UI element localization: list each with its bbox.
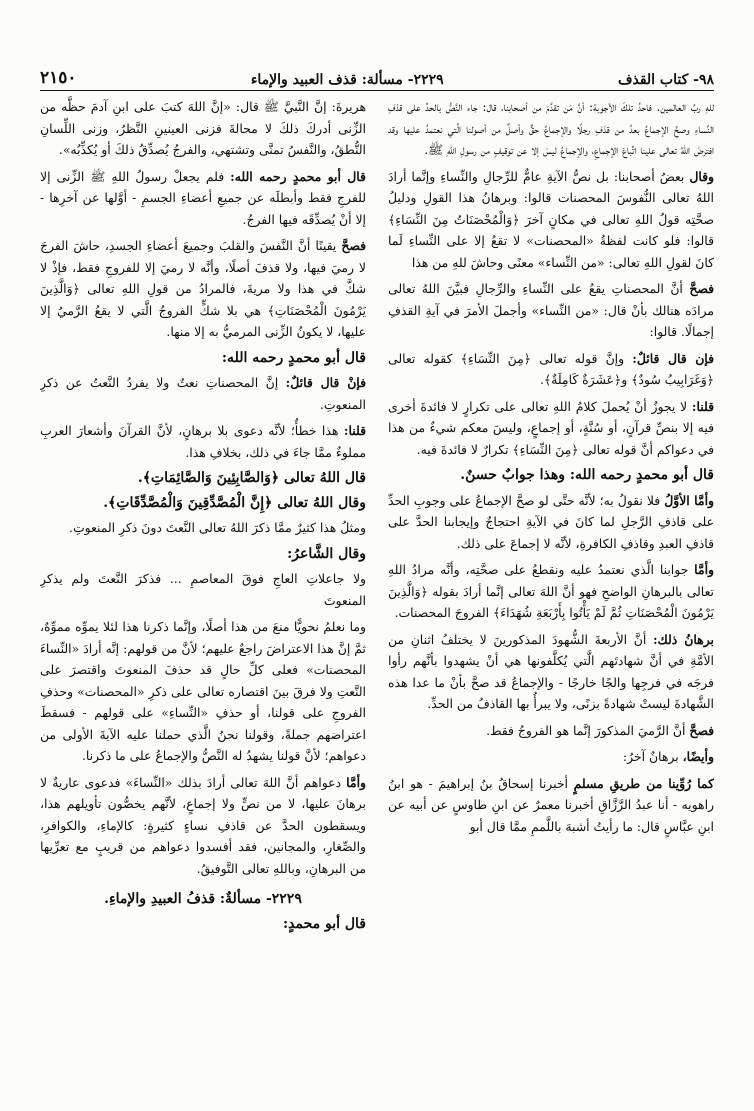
- paragraph-text: ولا جاعلاتِ العاجِ فوقَ المعاصمِ ... فذكرَ النَّعتَ ولم يذكرِ المنعوتَ: [40, 571, 366, 608]
- paragraph-lead-word: قال أبو محمدٍ رحمه الله:: [230, 168, 366, 184]
- paragraph-text: برهانٌ آخرُ:: [622, 749, 683, 764]
- section-heading: ٢٢٢٩- مسألةٌ: قذفُ العبيدِ والإماءِ.: [104, 891, 302, 907]
- paragraph-text: هذا خطأٌ؛ لأنَّه دعوى بلا برهانٍ، لأنَّ القرآنَ وأشعارَ العربِ مملوءٌ ممَّا جاءَ في ذلك، بخلافِ هذا.: [40, 423, 366, 460]
- paragraph: [40, 420, 366, 463]
- paragraph-text: دعواهم أنَّ اللهَ تعالى أرادَ بذلك «النِّساءَ» فدعوى عاريةٌ لا برهانَ عليها، لا من نصٍّ ولا إجماعٍ، لأنَّهم يخصُّون تأويلهم هذا، ويسقطون الحدَّ عن قاذفِ نساءٍ كثيرةٍ: كالإماءِ، والكوافرِ، والصِّغارِ، والمجانين، فقد أفسدوا دعواهم من قريبٍ مع تعرِّيها من البرهانِ، وباللهِ تعالى التَّوفيقُ.: [40, 774, 366, 876]
- paragraph-text: أنَّ الأربعةَ الشُّهودَ المذكورينَ لا يختلفُ اثنانِ من الأمَّةِ في أنَّ شهادتَهم الَّتي يُكلَّفونها هي أنْ يشهدوا بأنَّهم رأوا فرجَه في فرجِها والجًا خارجًا - والإجماعُ قد صحَّ بأنْ ما عدا هذه الشَّهادةَ ليستْ شهادةً بزنًى، ولا يبرأُ بها القاذفُ من الحدِّ.: [388, 631, 714, 711]
- paragraph: [388, 396, 714, 461]
- paragraph-lead-word: فصحَّ: [689, 722, 714, 738]
- paragraph-lead-word: فإن قال قائلٌ:: [632, 350, 714, 366]
- paragraph-text: إنَّ المحصناتِ نعتٌ ولا يفردُ النَّعتُ عن ذكرِ المنعوتِ.: [40, 375, 366, 412]
- paragraph: [40, 96, 366, 161]
- paragraph-text: وما نعلمُ نحويًّا منعَ من هذا أصلًا، وإنَّما ذكرنا هذا لئلا يموِّه مموِّهٌ، ثمَّ إنَّ هذا الاعتراضَ راجعٌ عليهم؛ لأنَّ من قولهم: إنَّه أرادَ «النِّساءَ المحصنات» فعلى كلِّ حالٍ قد حذفَ المنعوتَ واقتصرَ على النَّعتِ ولا فرقَ بينَ اقتصاره تعالى على ذكرِ «المحصنات» وحذفِ الفروجِ على قولنا، أو حذفِ «النِّساءِ» على قولهم - فسقطَ اعتراضهم جملةً، وقولنا نحنُ الَّذي حملنا عليه الآيةَ الأولى من دعواهم؛ لأنَّ قولنا يشهدُ له النَّصُّ والإجماعُ على ما ذكرنا.: [40, 619, 366, 763]
- paragraph: [388, 559, 714, 624]
- paragraph-lead-word: برهانُ ذلك:: [652, 631, 714, 647]
- paragraph-lead-word: فصحَّ: [689, 281, 714, 296]
- paragraph-text: أنَّ الرَّميَ المذكورَ إنَّما هو الفروجُ فقط.: [486, 722, 690, 738]
- paragraph: [388, 746, 714, 768]
- paragraph-lead-word: قلنا:: [343, 423, 366, 438]
- section-heading: قال أبو محمدٍ رحمه الله: وهذا جوابٌ حسنٌ.: [460, 467, 714, 483]
- paragraph-text: لا يجوزُ أنْ يُحملَ كلامُ اللهِ تعالى على تكرارٍ لا فائدةَ أخرى فيه إلا بنصِّ قرآنٍ، أو سُنَّةٍ، أو إجماعٍ، وليسَ معكم شيءٌ من هذا في دعواكم أنَّ قوله تعالى ﴿مِنَ النِّسَاءِ﴾ تكرارٌ لا فائدةَ فيه.: [388, 398, 714, 457]
- paragraph: [40, 372, 366, 415]
- right-column: [388, 96, 714, 1091]
- paragraph-text: للهِ ربِّ العالمين. فاحدُ تلكَ الأجوبة: أنَّ مَن تقدَّمَ من أصحابنا، قال: جاء النَّصُّ بالحدِّ على قذفِ النِّساءِ وصحَّ الإجماعُ بعدُ من قذفِ رجلًا والإجماعُ حقٌّ وأصلٌ من أصولنا الَّتي نعتمدُ عليها وقد افترضَ اللهُ تعالى علينا اتِّباعَ الإجماعِ، والإجماعُ ليسَ إلا عن توقيفٍ من رسولِ اللهِ ﷺ.: [388, 99, 714, 157]
- section-heading: وقال الشَّاعرُ:: [287, 545, 366, 562]
- paragraph: [40, 517, 366, 539]
- paragraph-lead-word: فصحَّ: [341, 238, 366, 253]
- paragraph: [388, 490, 714, 555]
- paragraph-lead-word: وأمَّا: [694, 562, 714, 577]
- text-columns: [40, 96, 714, 1091]
- paragraph: [388, 278, 714, 343]
- paragraph: [40, 166, 366, 231]
- header-chapter-title: ٩٨- كتاب القذف: [617, 72, 714, 88]
- section-heading: وقال اللهُ تعالى ﴿إِنَّ الْمُصَّدِّقِينَ وَالْمُصَّدِّقَاتِ﴾.: [103, 494, 366, 511]
- paragraph-text: فلا نقولُ به؛ لأنَّه حتَّى لو صحَّ الإجماعُ على وجوبِ الحدِّ على قاذفِ الرَّجلِ لما كانَ في الآيةِ احتجاجٌ وإيجابنا الحدَّ على قاذفِ العبدِ وقاذفِ الكافرةِ، لأنَّه لا إجماعَ على ذلك.: [388, 492, 714, 551]
- paragraph: [388, 348, 714, 391]
- paragraph: [40, 568, 366, 611]
- paragraph-lead-word: قلنا:: [691, 398, 714, 414]
- running-header: [40, 62, 714, 91]
- paragraph: [40, 235, 366, 343]
- paragraph-lead-word: وقال: [689, 168, 714, 184]
- paragraph-text: بعضُ أصحابنا: بل نصُّ الآيةِ عامٌّ للرِّجالِ والنِّساءِ وإنَّما أرادَ اللهُ تعالى النُّفوسَ المحصنات قالوا: وبرهانُ هذا القولِ ودليلُ صحَّتِه قولُ اللهِ تعالى في مكانٍ آخرَ ﴿وَالْمُحْصَنَاتُ مِنَ النِّسَاءِ﴾ قالوا: فلو كانت لفظةُ «المحصنات» لا تقعُ إلا على النِّساءِ لَما كانَ لقولِ اللهِ تعالى: «من النِّساء» معنًى وحاشَ للهِ من هذا: [388, 168, 714, 270]
- paragraph-lead-word: فإنْ قال قائلٌ:: [285, 375, 366, 390]
- paragraph: [388, 720, 714, 742]
- section-heading: قال أبو محمدٍ رحمه الله:: [221, 349, 366, 366]
- paragraph: [40, 616, 366, 767]
- paragraph-text: فلم يجعلْ رسولُ اللهِ ﷺ الزِّنى إلا للفرجِ فقط وأبطلَه عن جميعِ أعضاءِ الجسمِ - أوَّلها عن آخرِها - إلا أنْ يُصدِّقَه فيها الفرجُ.: [40, 168, 366, 227]
- section-heading: قال أبو محمدٍ:: [282, 915, 366, 932]
- paragraph-lead-word: كما رُوِّينا من طريقِ مسلمٍ: [573, 775, 714, 791]
- paragraph: [388, 773, 714, 838]
- header-page-number: ٢١٥٠: [40, 68, 77, 88]
- paragraph-text: ومثلُ هذا كثيرٌ ممَّا ذكرَ اللهُ تعالى النَّعتَ دونَ ذكرِ المنعوتِ.: [69, 520, 366, 535]
- paragraph: [40, 772, 366, 880]
- paragraph-lead-word: وأيضًا،: [682, 749, 714, 764]
- paragraph-lead-word: وأمَّا الأوَّلُ: [664, 492, 714, 508]
- paragraph: [388, 96, 714, 161]
- section-heading: قال اللهُ تعالى ﴿وَالصَّابِئِينَ وَالصَّائِمَاتِ﴾.: [137, 470, 366, 486]
- left-column: [40, 96, 366, 1091]
- paragraph-text: جوابنا الَّذي نعتمدُ عليه ونقطعُ على صحَّتِه، وأنَّه مرادُ اللهِ تعالى بالبرهانِ الواضحِ فهو أنَّ اللهَ تعالى إنَّما أرادَ بقوله ﴿وَالَّذِينَ يَرْمُونَ الْمُحْصَنَاتِ ثُمَّ لَمْ يَأْتُوا بِأَرْبَعَةِ شُهَدَاءَ﴾ الفروجَ المحصنات.: [388, 562, 714, 620]
- paragraph: [388, 166, 714, 274]
- paragraph-text: أخبرنا إسحاقُ بنُ إبراهيمَ - هو ابنُ راهويه - أنا عبدُ الرَّزَّاقِ أخبرنا معمرٌ عن ابنِ طاوسٍ عن أبيه عن ابنِ عبَّاسٍ قال: ما رأيتُ أشبهَ باللَّممِ ممَّا قال أبو: [388, 775, 714, 834]
- paragraph-text: أنَّ المحصناتِ يقعُ على النِّساءِ والرِّجالِ فبيَّنَ اللهُ تعالى مرادَه هنالك بأنْ قال: «من النِّساء» وأجملَ الأمرَ في آيةِ القذفِ إجمالًا. قالوا:: [388, 281, 714, 339]
- paragraph-text: يقينًا أنَّ النَّفسَ والقلبَ وجميعَ أعضاءِ الجسدِ، حاشَ الفرجَ لا رميَ فيها، ولا قذفَ أصلًا، وأنَّه لا رميَ إلا للفروجِ فقط، فإذْ لا شكَّ في هذا ولا مريةَ، فالمرادُ من قولِ اللهِ تعالى ﴿وَالَّذِينَ يَرْمُونَ الْمُحْصَنَاتِ﴾ هي بلا شكٍّ الفروجُ الَّتي لا يقعُ الرَّميُ إلا عليها، لا يكونُ الزِّنى المرميُّ به إلا منها.: [40, 238, 366, 339]
- paragraph: [388, 629, 714, 715]
- paragraph-text: وإنَّ قوله تعالى ﴿مِنَ النِّسَاءِ﴾ كقوله تعالى ﴿وَغَرَابِيبُ سُودٌ﴾ و﴿عَشَرَةٌ كَامِلَةٌ﴾.: [388, 350, 714, 387]
- paragraph-lead-word: وأمَّا: [346, 774, 366, 790]
- header-issue-title: ٢٢٢٩- مسألة: قذف العبيد والإماء: [250, 72, 444, 88]
- paragraph-text: هريرةَ: إنَّ النَّبيَّ ﷺ قال: «إنَّ اللهَ كتبَ على ابنِ آدمَ حظَّه من الزِّنى أدركَ ذلكَ لا محالةَ فزنى العينينِ النَّظرُ، وزنى اللِّسانِ النُّطقُ، والنَّفسُ تمنَّى وتشتهي، والفرجُ يُصدِّقُ ذلكَ أو يُكذِّبُه».: [40, 99, 366, 157]
